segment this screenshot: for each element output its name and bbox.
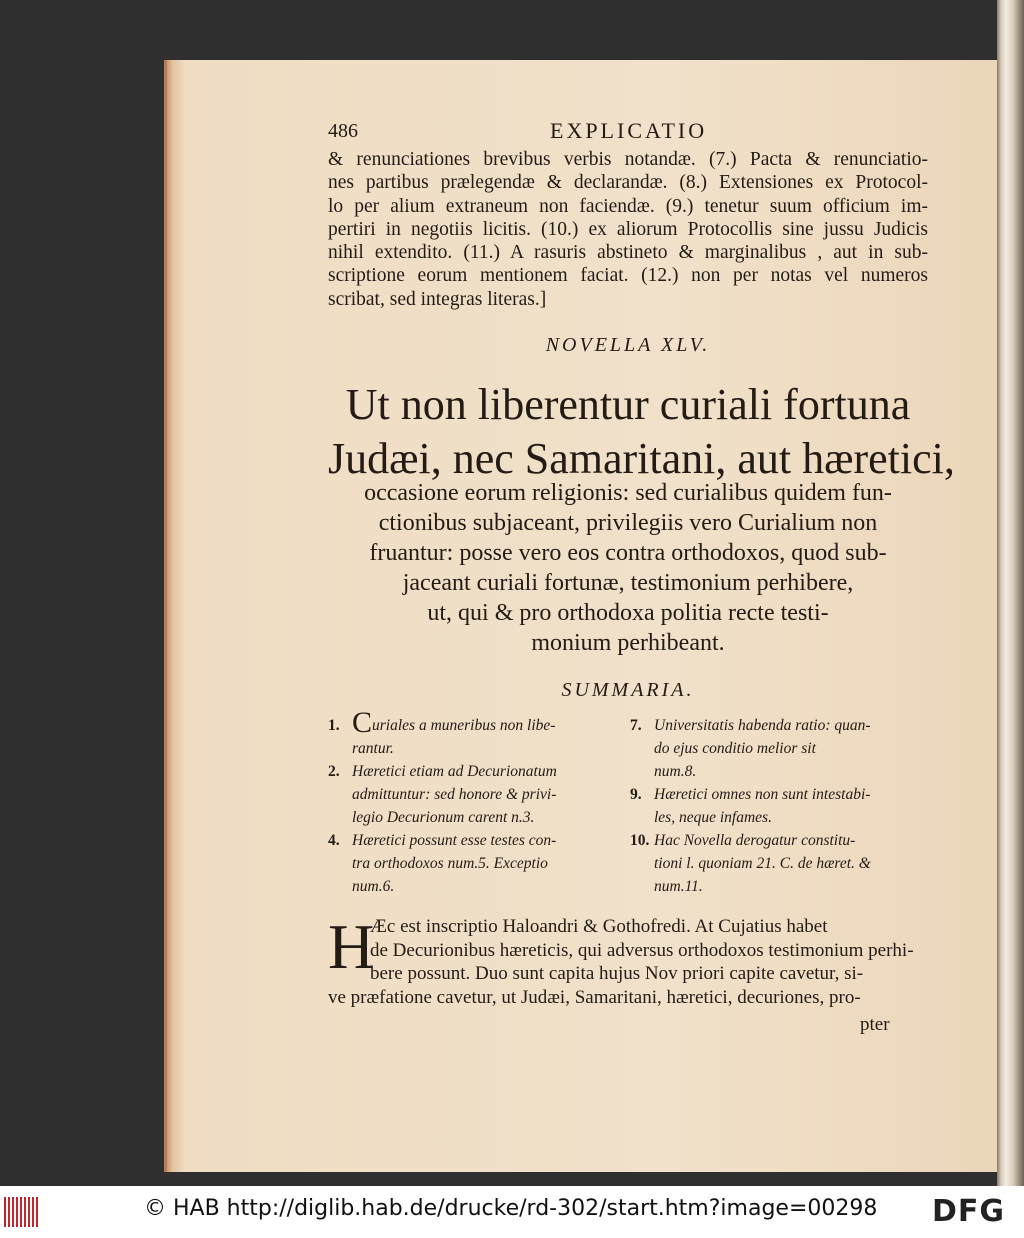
summaria-heading: SUMMARIA.	[561, 679, 695, 701]
summaria-right-column	[630, 714, 930, 898]
section-subtitle	[328, 478, 928, 658]
hab-logo-icon	[4, 1197, 40, 1227]
text-line: scribat, sed integras literas.]	[328, 288, 547, 310]
subtitle-line: occasione eorum religionis: sed curialibus quidem fun-	[364, 480, 892, 506]
text-line: ve præfatione cavetur, ut Judæi, Samaritani, hæretici, decuriones, pro-	[328, 986, 861, 1008]
summary-item	[328, 829, 618, 898]
dfg-logo: DFG	[932, 1194, 1006, 1229]
initial-letter: C	[352, 706, 373, 739]
source-link[interactable]: © HAB http://diglib.hab.de/drucke/rd-302/start.htm?image=00298	[144, 1196, 878, 1221]
summary-item	[630, 829, 930, 898]
summary-line: Universitatis habenda ratio: quan-	[654, 717, 871, 734]
text-line: scriptione eorum mentionem faciat. (12.) non per notas vel numeros	[328, 265, 928, 287]
text-line: de Decurionibus hæreticis, qui adversus orthodoxos testimonium perhi-	[370, 939, 914, 961]
catchword: pter	[860, 1014, 890, 1035]
subtitle-line: fruantur: posse vero eos contra orthodoxos, quod sub-	[369, 540, 887, 566]
summary-line: num.6.	[352, 878, 395, 895]
text-line: & renunciationes brevibus verbis notandæ. (7.) Pacta & renunciatio-	[328, 149, 928, 170]
drop-cap: H	[328, 911, 375, 982]
text-line: nihil extendito. (11.) A rasuris abstineto & marginalibus , aut in sub-	[328, 242, 928, 264]
novella-heading: NOVELLA XLV.	[545, 334, 711, 356]
summary-number: 7.	[630, 717, 642, 734]
summary-item	[630, 783, 930, 829]
summary-line: num.11.	[654, 878, 703, 895]
section-title	[328, 378, 955, 486]
summaria-left-column	[328, 706, 618, 898]
summary-line: do ejus conditio melior sit	[654, 740, 816, 757]
subtitle-line: ut, qui & pro orthodoxa politia recte testi-	[427, 600, 829, 626]
summary-line: admittuntur: sed honore & privi-	[352, 786, 557, 803]
summary-line: rantur.	[352, 740, 394, 757]
summary-line: les, neque infames.	[654, 809, 772, 826]
text-line: pertiri in negotiis licitis. (10.) ex aliorum Protocollis sine jussu Judicis	[328, 218, 928, 240]
summary-line: num.8.	[654, 763, 697, 780]
text-line: lo per alium extraneum non faciendæ. (9.) tenetur suum officium im-	[328, 195, 928, 217]
subtitle-line: jaceant curiali fortunæ, testimonium perhibere,	[402, 570, 854, 596]
subtitle-line: monium perhibeant.	[531, 630, 725, 656]
page-number: 486	[328, 120, 358, 142]
summary-line: legio Decurionum carent n.3.	[352, 809, 535, 826]
footer-bar	[0, 1186, 1024, 1238]
summary-item	[630, 714, 930, 783]
summary-number: 10.	[630, 832, 650, 849]
summary-line: Hac Novella derogatur constitu-	[654, 832, 856, 849]
summary-line: Hæretici omnes non sunt intestabi-	[654, 786, 871, 803]
summary-number: 1.	[328, 717, 340, 734]
page-edge	[997, 0, 1024, 1186]
summary-line: tioni l. quoniam 21. C. de hæret. &	[654, 855, 871, 872]
running-head	[328, 116, 928, 146]
text-line: Æc est inscriptio Haloandri & Gothofredi. At Cujatius habet	[370, 916, 828, 937]
summary-number: 4.	[328, 832, 340, 849]
summary-item	[328, 706, 618, 760]
summary-item	[328, 760, 618, 829]
summary-line: tra orthodoxos num.5. Exceptio	[352, 855, 548, 872]
text-line: nes partibus prælegendæ & declarandæ. (8.) Extensiones ex Protocol-	[328, 172, 928, 194]
running-head-title: EXPLICATIO	[550, 118, 708, 143]
commentary-paragraph	[328, 911, 928, 1009]
title-line: Judæi, nec Samaritani, aut hæretici,	[328, 434, 955, 483]
summary-line: Hæretici etiam ad Decurionatum	[352, 763, 557, 780]
text-line: bere possunt. Duo sunt capita hujus Nov priori capite cavetur, si-	[370, 963, 864, 984]
summary-number: 2.	[328, 763, 340, 780]
title-line: Ut non liberentur curiali fortuna	[345, 380, 911, 429]
subtitle-line: ctionibus subjaceant, privilegiis vero Curialium non	[378, 510, 878, 536]
summary-line: uriales a muneribus non libe-	[372, 717, 556, 734]
paragraph-continued	[328, 148, 928, 311]
summary-line: Hæretici possunt esse testes con-	[352, 832, 557, 849]
summary-number: 9.	[630, 786, 642, 803]
